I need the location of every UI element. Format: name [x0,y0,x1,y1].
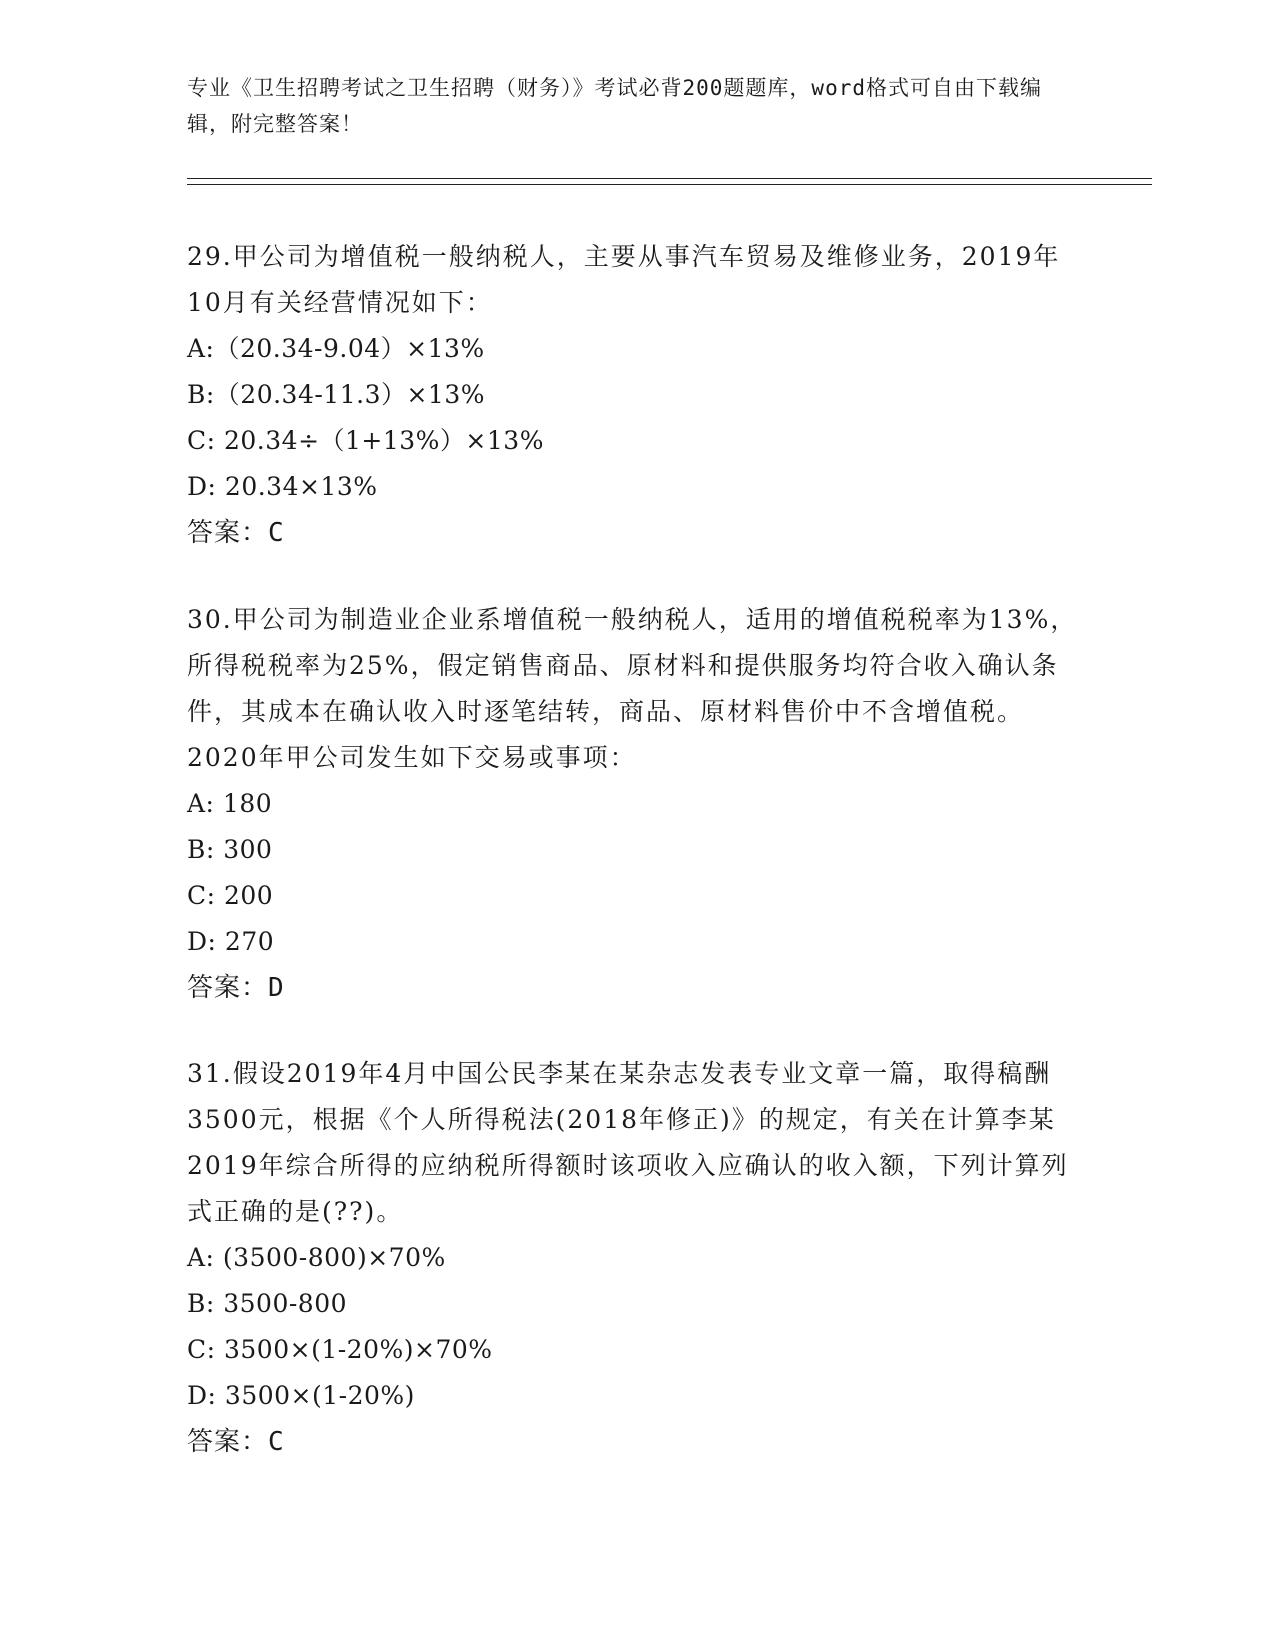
header-title: 专业《卫生招聘考试之卫生招聘（财务）》考试必背200题题库，word格式可自由下载编辑，附完整答案！ [187,76,1042,136]
question-stem: 31.假设2019年4月中国公民李某在某杂志发表专业文章一篇，取得稿酬3500元，根据《个人所得税法(2018年修正)》的规定，有关在计算李某2019年综合所得的应纳税所得额时该项收入应确认的收入额，下列计算列式正确的是(??)。 [187,1059,1069,1226]
question-29 [187,234,1087,556]
option-c: C: 20.34÷（1+13%）×13% [187,426,544,455]
answer-label: 答案：C [187,518,285,548]
option-a: A: 180 [187,789,273,818]
question-stem: 30.甲公司为制造业企业系增值税一般纳税人，适用的增值税税率为13%，所得税税率为25%，假定销售商品、原材料和提供服务均符合收入确认条件，其成本在确认收入时逐笔结转，商品、原材料售价中不含增值税。2020年甲公司发生如下交易或事项： [187,605,1078,772]
header-divider-top [187,178,1152,179]
question-30 [187,597,1087,1011]
option-c: C: 200 [187,881,274,910]
option-b: B: 300 [187,835,273,864]
option-d: D: 3500×(1-20%) [187,1381,415,1410]
option-b: B: 3500-800 [187,1289,348,1318]
question-stem: 29.甲公司为增值税一般纳税人，主要从事汽车贸易及维修业务，2019年10月有关经营情况如下： [187,242,1061,317]
answer-label: 答案：D [187,973,285,1003]
option-d: D: 20.34×13% [187,472,378,501]
question-31 [187,1051,1087,1465]
option-c: C: 3500×(1-20%)×70% [187,1335,493,1364]
header-divider-bottom [187,184,1152,185]
option-d: D: 270 [187,927,275,956]
option-a: A:（20.34-9.04）×13% [187,334,485,363]
option-b: B:（20.34-11.3）×13% [187,380,485,409]
answer-label: 答案：C [187,1427,285,1457]
document-header [187,70,1067,142]
option-a: A: (3500-800)×70% [187,1243,446,1272]
